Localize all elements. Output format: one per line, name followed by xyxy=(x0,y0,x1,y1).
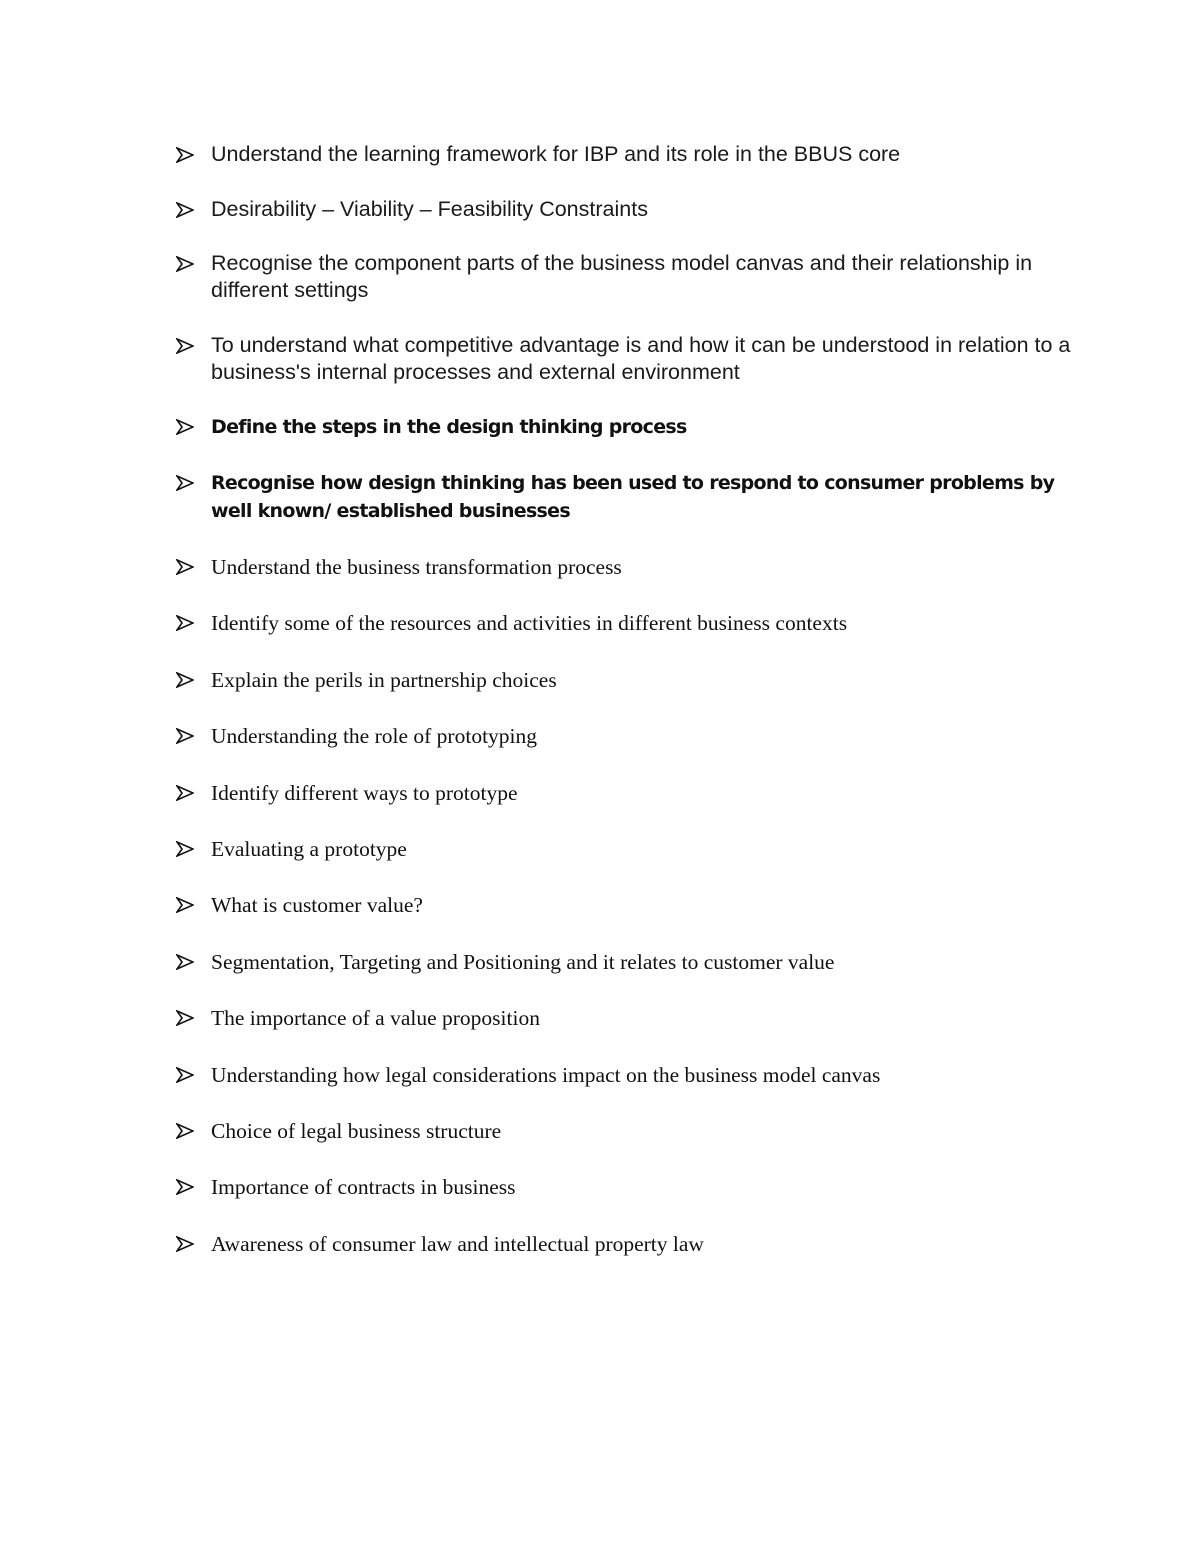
arrowhead-bullet-icon xyxy=(176,475,194,491)
list-item xyxy=(176,1173,1076,1202)
list-item-text: Understanding the role of prototyping xyxy=(211,724,538,749)
list-item xyxy=(176,1230,1076,1259)
learning-objectives-list xyxy=(176,141,1076,1286)
list-item-text: Recognise the component parts of the business model canvas and their relationship in different settings xyxy=(211,251,1033,302)
list-item xyxy=(176,1061,1076,1090)
list-item-text: Define the steps in the design thinking process xyxy=(211,416,687,438)
list-item xyxy=(176,779,1076,808)
list-item xyxy=(176,722,1076,751)
list-item-text: Segmentation, Targeting and Positioning and it relates to customer value xyxy=(211,949,835,974)
list-item-text: Explain the perils in partnership choices xyxy=(211,667,557,692)
list-item-text: Desirability – Viability – Feasibility Constraints xyxy=(211,196,648,221)
list-item-text: What is customer value? xyxy=(211,893,423,918)
list-item xyxy=(176,948,1076,977)
list-item-text: Recognise how design thinking has been used to respond to consumer problems by well known/ established businesses xyxy=(211,472,1055,522)
list-item xyxy=(176,469,1076,525)
list-item-text: Understand the learning framework for IBP and its role in the BBUS core xyxy=(211,142,901,166)
arrowhead-bullet-icon xyxy=(176,841,194,857)
list-item xyxy=(176,553,1076,582)
list-item-text: Understanding how legal considerations impact on the business model canvas xyxy=(211,1062,881,1087)
arrowhead-bullet-icon xyxy=(176,419,194,435)
list-item-text: The importance of a value proposition xyxy=(211,1006,540,1031)
arrowhead-bullet-icon xyxy=(176,1010,194,1026)
arrowhead-bullet-icon xyxy=(176,615,194,631)
list-item xyxy=(176,196,1076,223)
arrowhead-bullet-icon xyxy=(176,672,194,688)
arrowhead-bullet-icon xyxy=(176,954,194,970)
list-item-text: Identify different ways to prototype xyxy=(211,780,518,805)
list-item-text: Understand the business transformation process xyxy=(211,555,622,579)
list-item xyxy=(176,891,1076,920)
arrowhead-bullet-icon xyxy=(176,1123,194,1139)
arrowhead-bullet-icon xyxy=(176,897,194,913)
list-item-text: Choice of legal business structure xyxy=(211,1118,502,1143)
list-item xyxy=(176,609,1076,638)
arrowhead-bullet-icon xyxy=(176,1067,194,1083)
list-item xyxy=(176,413,1076,441)
arrowhead-bullet-icon xyxy=(176,147,194,163)
list-item-text: Evaluating a prototype xyxy=(211,836,407,861)
list-item xyxy=(176,250,1076,304)
list-item xyxy=(176,332,1076,386)
arrowhead-bullet-icon xyxy=(176,559,194,575)
arrowhead-bullet-icon xyxy=(176,1179,194,1195)
arrowhead-bullet-icon xyxy=(176,728,194,744)
list-item xyxy=(176,666,1076,695)
list-item xyxy=(176,1004,1076,1033)
list-item-text: Identify some of the resources and activities in different business contexts xyxy=(211,611,848,636)
list-item-text: To understand what competitive advantage is and how it can be understood in relation to a business's internal processes and external environment xyxy=(211,332,1071,384)
list-item xyxy=(176,141,1076,168)
arrowhead-bullet-icon xyxy=(176,256,194,272)
arrowhead-bullet-icon xyxy=(176,202,194,218)
list-item-text: Awareness of consumer law and intellectual property law xyxy=(211,1231,704,1256)
list-item xyxy=(176,835,1076,864)
list-item-text: Importance of contracts in business xyxy=(211,1175,516,1200)
arrowhead-bullet-icon xyxy=(176,1236,194,1252)
arrowhead-bullet-icon xyxy=(176,785,194,801)
arrowhead-bullet-icon xyxy=(176,338,194,354)
list-item xyxy=(176,1117,1076,1146)
